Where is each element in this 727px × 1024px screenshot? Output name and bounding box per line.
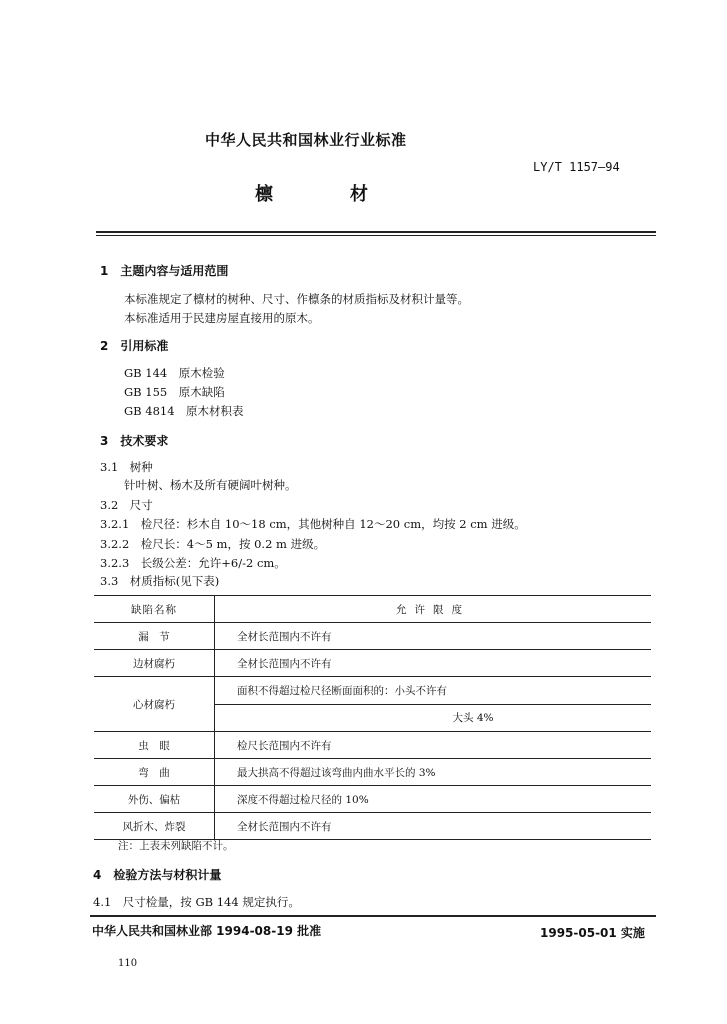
quality-spec-table — [94, 595, 651, 840]
section-3-1-text: 针叶树、杨木及所有硬阔叶树种。 — [124, 478, 297, 492]
standard-title: 中华人民共和国林业行业标准 — [205, 131, 407, 149]
reference-item: GB 4814 原木材积表 — [124, 404, 244, 418]
defect-limit: 最大拱高不得超过该弯曲内曲水平长的 3% — [215, 759, 652, 786]
section-4-1: 4.1 尺寸检量，按 GB 144 规定执行。 — [93, 895, 300, 909]
defect-name: 心材腐朽 — [94, 677, 215, 732]
defect-name: 漏 节 — [94, 623, 215, 650]
section-1-para-1: 本标准规定了檩材的树种、尺寸、作檩条的材质指标及材积计量等。 — [124, 292, 469, 306]
reference-item: GB 155 原木缺陷 — [124, 385, 225, 399]
table-row — [94, 677, 651, 705]
table-row — [94, 813, 651, 840]
defect-limit: 全材长范围内不许有 — [215, 813, 652, 840]
table-row — [94, 650, 651, 677]
reference-item: GB 144 原木检验 — [124, 366, 225, 380]
doc-title-char-2: 材 — [350, 184, 368, 205]
header-rule-thin — [96, 235, 656, 236]
table-header-cell: 缺陷名称 — [94, 596, 215, 623]
table-header-cell: 允许限度 — [215, 596, 652, 623]
doc-title-char-1: 檩 — [255, 184, 273, 205]
section-1-heading: 1 主题内容与适用范围 — [100, 264, 229, 278]
table-header-row — [94, 596, 651, 623]
defect-name: 风折木、炸裂 — [94, 813, 215, 840]
table-row — [94, 732, 651, 759]
effective-date: 1995-05-01 实施 — [540, 926, 645, 940]
footer-rule — [90, 915, 656, 917]
section-3-1-heading: 3.1 树种 — [100, 460, 153, 474]
section-1-para-2: 本标准适用于民建房屋直接用的原木。 — [124, 311, 320, 325]
standard-code: LY/T 1157—94 — [533, 160, 620, 174]
table-row — [94, 759, 651, 786]
table-row — [94, 786, 651, 813]
table-note: 注：上表未列缺陷不计。 — [118, 840, 234, 852]
defect-limit: 深度不得超过检尺径的 10% — [215, 786, 652, 813]
table-row — [94, 623, 651, 650]
header-rule-thick — [96, 231, 656, 233]
section-3-2-heading: 3.2 尺寸 — [100, 498, 153, 512]
section-2-heading: 2 引用标准 — [100, 339, 169, 353]
approval-line: 中华人民共和国林业部 1994-08-19 批准 — [92, 924, 322, 938]
page-number: 110 — [118, 958, 138, 969]
defect-name: 边材腐朽 — [94, 650, 215, 677]
section-3-2-3: 3.2.3 长级公差：允许+6/-2 cm。 — [100, 556, 286, 570]
section-3-2-1: 3.2.1 检尺径：杉木自 10～18 cm，其他树种自 12～20 cm，均按 2 cm 进级。 — [100, 517, 526, 531]
defect-limit: 检尺长范围内不许有 — [215, 732, 652, 759]
defect-limit-sub: 大头 4% — [215, 704, 652, 732]
section-3-2-2: 3.2.2 检尺长：4～5 m，按 0.2 m 进级。 — [100, 537, 326, 551]
defect-name: 外伤、偏枯 — [94, 786, 215, 813]
section-3-heading: 3 技术要求 — [100, 434, 169, 448]
section-4-heading: 4 检验方法与材积计量 — [93, 868, 222, 882]
defect-limit: 全材长范围内不许有 — [215, 650, 652, 677]
defect-limit: 面积不得超过检尺径断面面积的：小头不许有 — [215, 677, 652, 705]
defect-name: 弯 曲 — [94, 759, 215, 786]
defect-name: 虫 眼 — [94, 732, 215, 759]
defect-limit: 全材长范围内不许有 — [215, 623, 652, 650]
section-3-3-heading: 3.3 材质指标(见下表) — [100, 574, 220, 588]
